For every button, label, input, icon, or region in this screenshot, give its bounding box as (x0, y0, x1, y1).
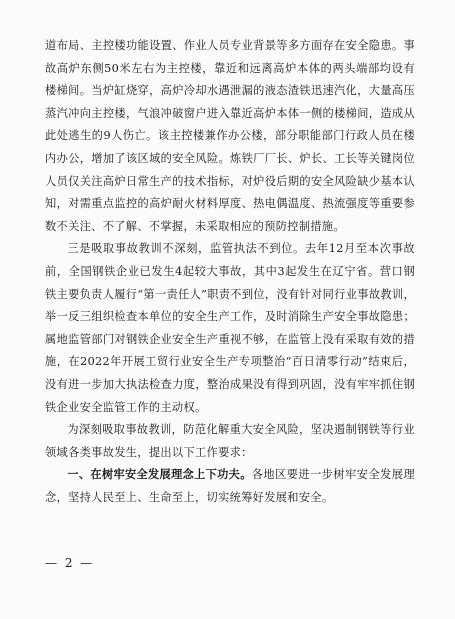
paragraph-section-one (45, 464, 415, 509)
paragraph-hazard-description: 道布局、主控楼功能设置、作业人员专业背景等多方面存在安全隐患。事故高炉东侧50米左右为主控楼，靠近和远离高炉本体的两头端部均设有楼梯间。当炉缸烧穿，高炉冷却水遇泄漏的液态渣铁迅速汽化，大量高压蒸汽冲向主控楼，气浪冲破窗户进入靠近高炉本体一侧的楼梯间，造成从此处逃生的9人伤亡。该主控楼兼作办公楼，部分职能部门行政人员在楼内办公，增加了该区域的安全风险。炼铁厂厂长、炉长、工长等关键岗位人员仅关注高炉日常生产的技术指标，对炉役后期的安全风险缺少基本认知，对需重点监控的高炉耐火材料厚度、热电偶温度、热流强度等重要参数不关注、不了解、不掌握，未采取相应的预防控制措施。 (45, 39, 415, 233)
page-number: — 2 — (45, 556, 95, 570)
document-body (45, 35, 415, 509)
section-heading: 一、在树牢安全发展理念上下功夫。 (67, 468, 252, 482)
paragraph-work-requirements-intro: 为深刻吸取事故教训，防范化解重大安全风险，坚决遏制钢铁等行业领域各类事故发生，提出以下工作要求： (45, 423, 415, 459)
paragraph-lessons-not-learned: 三是吸取事故教训不深刻，监管执法不到位。去年12月至本次事故前，全国钢铁企业已发生4起较大事故，其中3起发生在辽宁省。营口钢铁主要负责人履行“第一责任人”职责不到位，没有针对同行业事故教训，举一反三组织检查本单位的安全生产工作，及时消除生产安全事故隐患；属地监管部门对钢铁企业安全生产重视不够，在监管上没有采取有效的措施，在2022年开展工贸行业安全生产专项整治“百日清零行动”结束后，没有进一步加大执法检查力度，整治成果没有得到巩固，没有牢牢抓住钢铁企业安全监管工作的主动权。 (45, 242, 415, 414)
section-text: 各地区要进一步树牢安全发展理念，坚持人民至上、生命至上，切实统筹好发展和安全。 (45, 468, 415, 504)
